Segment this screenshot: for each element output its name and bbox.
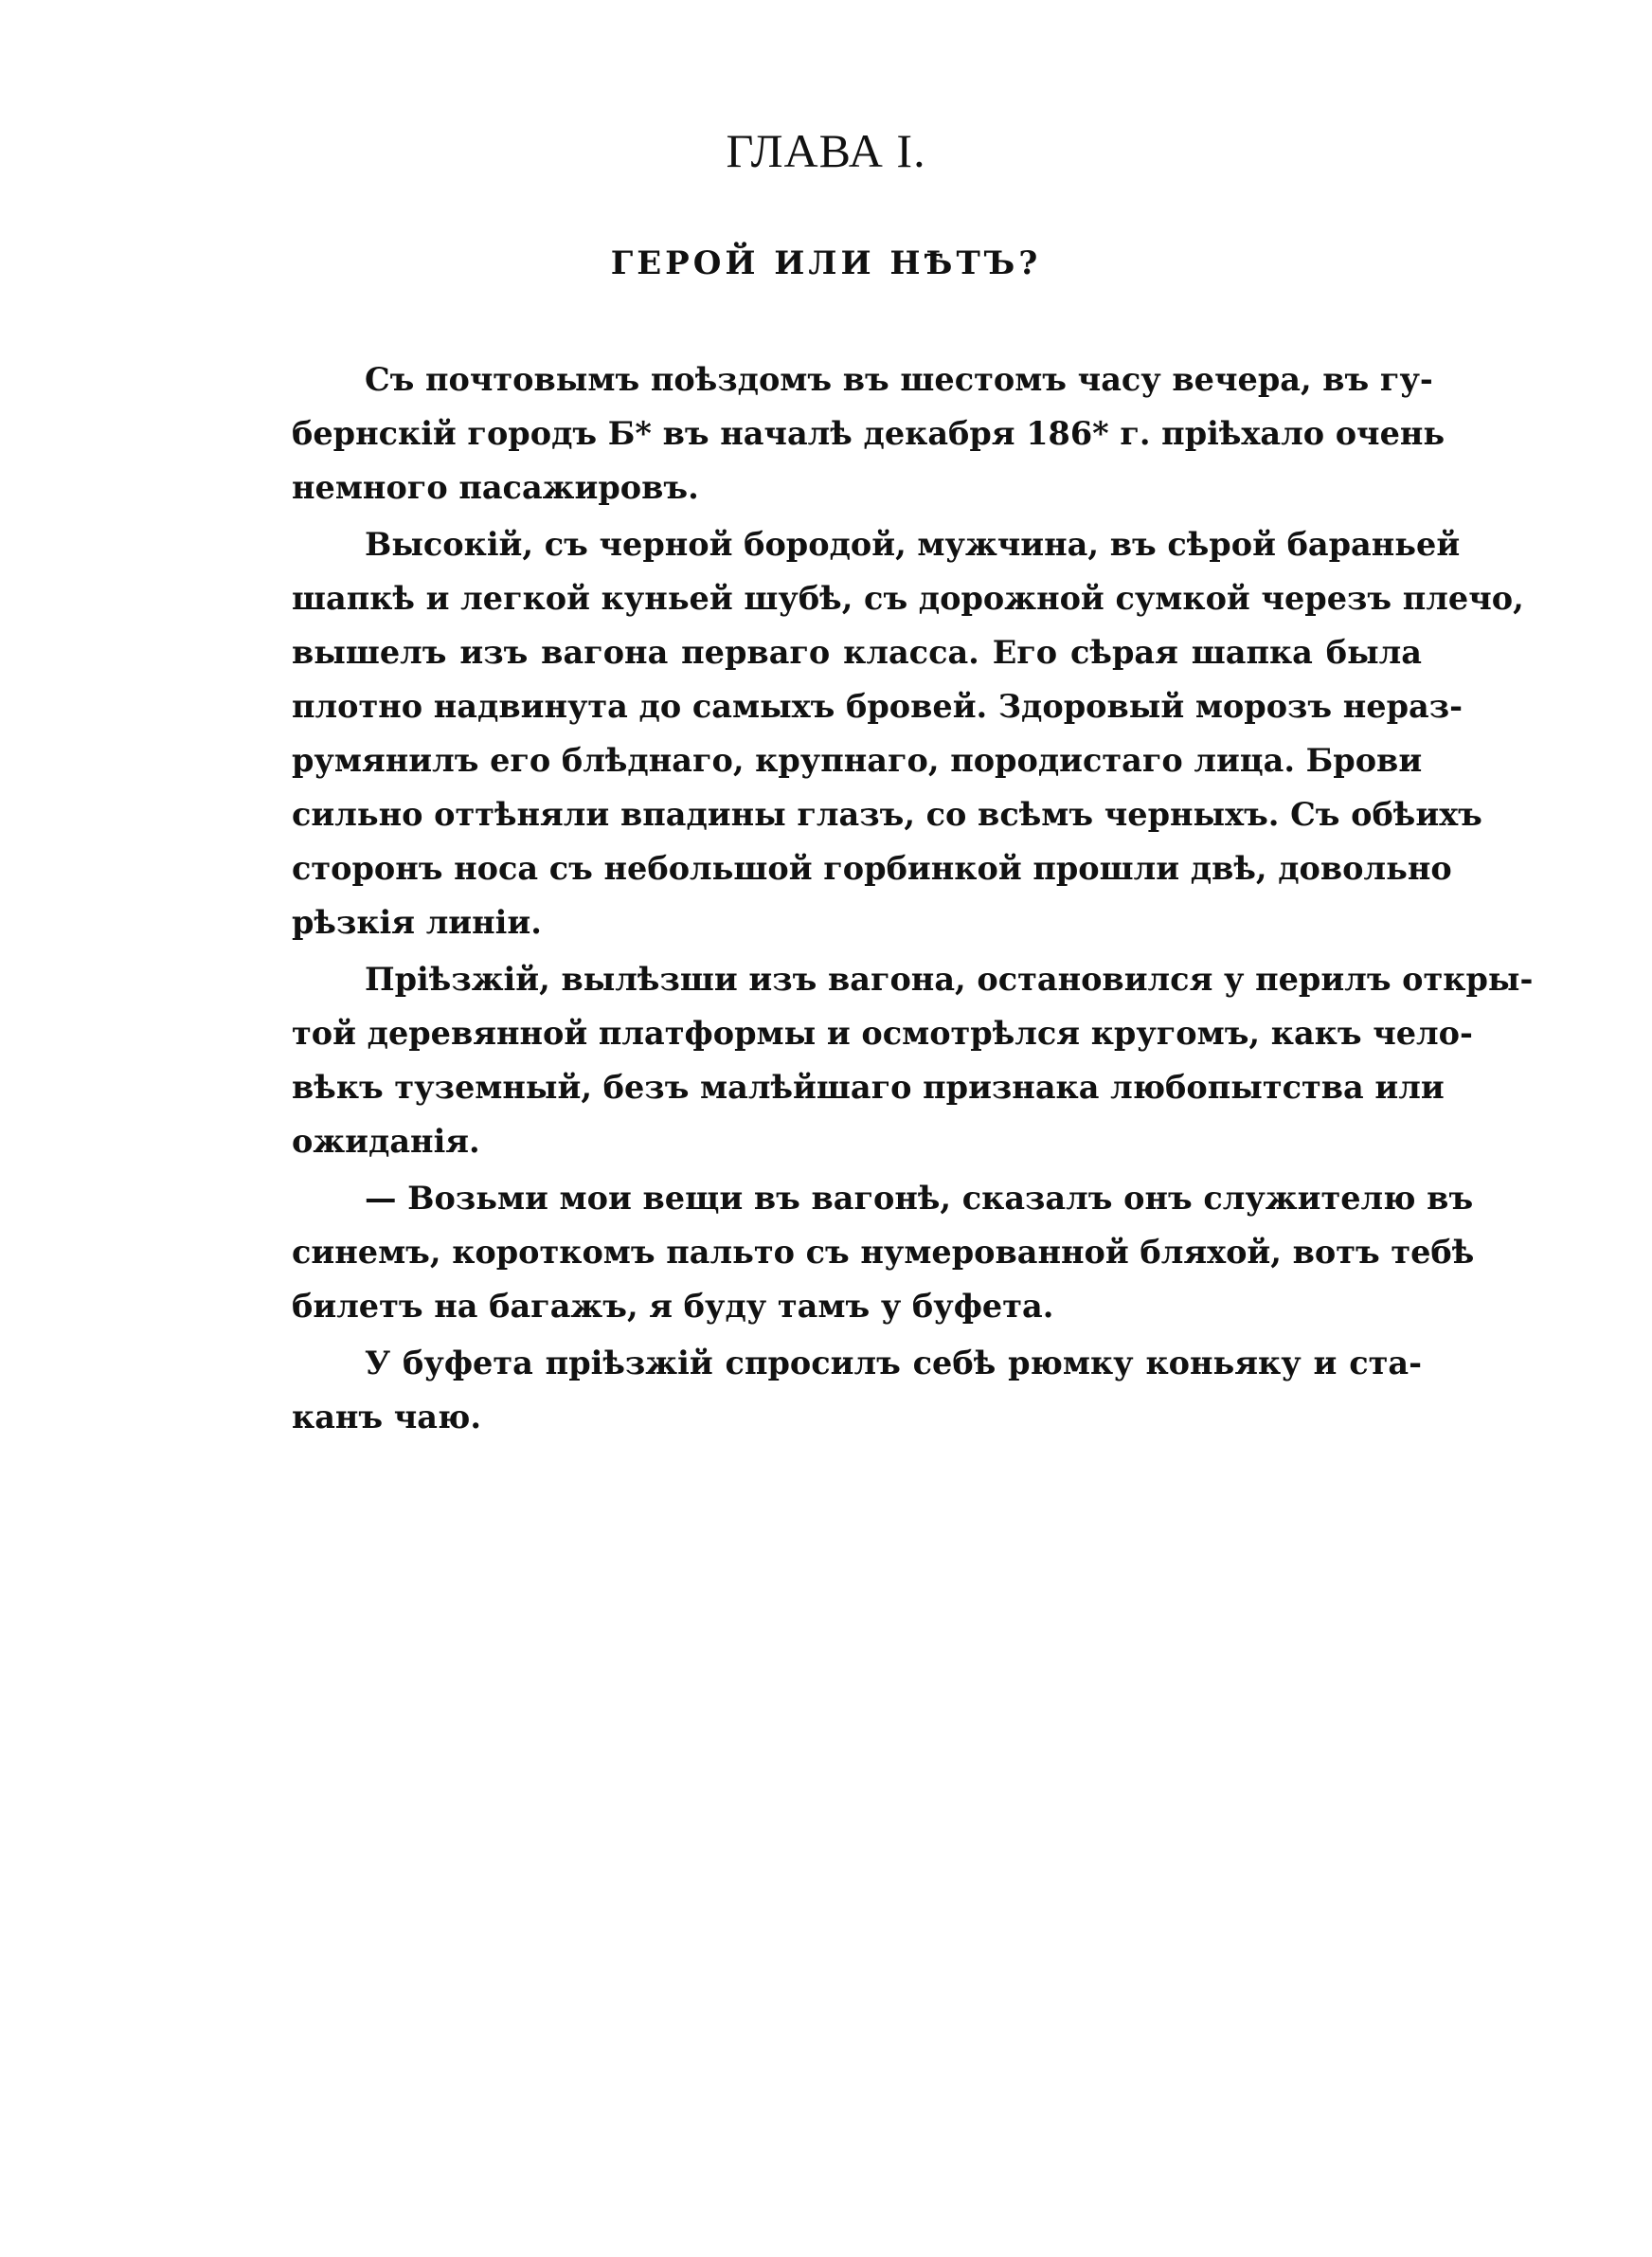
- text-line: У буфета пріѣзжій спросилъ себѣ рюмку коньяку и ста-: [365, 1345, 1422, 1381]
- text-line: рѣзкія линіи.: [292, 904, 542, 941]
- text-line: сильно оттѣняли впадины глазъ, со всѣмъ черныхъ. Съ обѣихъ: [292, 796, 1482, 833]
- text-line: вѣкъ туземный, безъ малѣйшаго признака любопытства или: [292, 1069, 1445, 1106]
- paragraph: [292, 352, 1446, 515]
- text-line: — Возьми мои вещи въ вагонѣ, сказалъ онъ служителю въ: [365, 1180, 1474, 1217]
- text-line: Высокій, съ черной бородой, мужчина, въ сѣрой бараньей: [365, 526, 1461, 563]
- paragraph: [292, 517, 1524, 949]
- text-line: Пріѣзжій, вылѣзши изъ вагона, остановился у перилъ откры-: [365, 961, 1534, 998]
- text-line: бернскій городъ Б* въ началѣ декабря 186* г. пріѣхало очень: [292, 415, 1446, 452]
- chapter-title: ГЛАВА I.: [726, 124, 926, 177]
- text-line: румянилъ его блѣднаго, крупнаго, породистаго лица. Брови: [292, 742, 1423, 779]
- paragraph: [292, 952, 1534, 1168]
- chapter-subtitle: ГЕРОЙ ИЛИ НѢТЪ?: [610, 244, 1042, 282]
- text-line: Съ почтовымъ поѣздомъ въ шестомъ часу вечера, въ гу-: [365, 361, 1433, 398]
- text-line: шапкѣ и легкой куньей шубѣ, съ дорожной сумкой черезъ плечо,: [292, 580, 1524, 617]
- text-line: немного пасажировъ.: [292, 469, 699, 506]
- text-line: синемъ, короткомъ пальто съ нумерованной бляхой, вотъ тебѣ: [292, 1234, 1475, 1271]
- text-line: вышелъ изъ вагона перваго класса. Его сѣрая шапка была: [292, 634, 1422, 671]
- text-line: ожиданія.: [292, 1123, 480, 1160]
- paragraph: [292, 1336, 1422, 1444]
- text-line: той деревянной платформы и осмотрѣлся кругомъ, какъ чело-: [292, 1015, 1473, 1052]
- text-line: плотно надвинута до самыхъ бровей. Здоровый морозъ нераз-: [292, 688, 1463, 725]
- paragraph: [292, 1171, 1475, 1333]
- text-line: сторонъ носа съ небольшой горбинкой прошли двѣ, довольно: [292, 850, 1452, 887]
- text-line: канъ чаю.: [292, 1399, 482, 1435]
- text-line: билетъ на багажъ, я буду тамъ у буфета.: [292, 1288, 1054, 1325]
- body-text: [292, 352, 1534, 1444]
